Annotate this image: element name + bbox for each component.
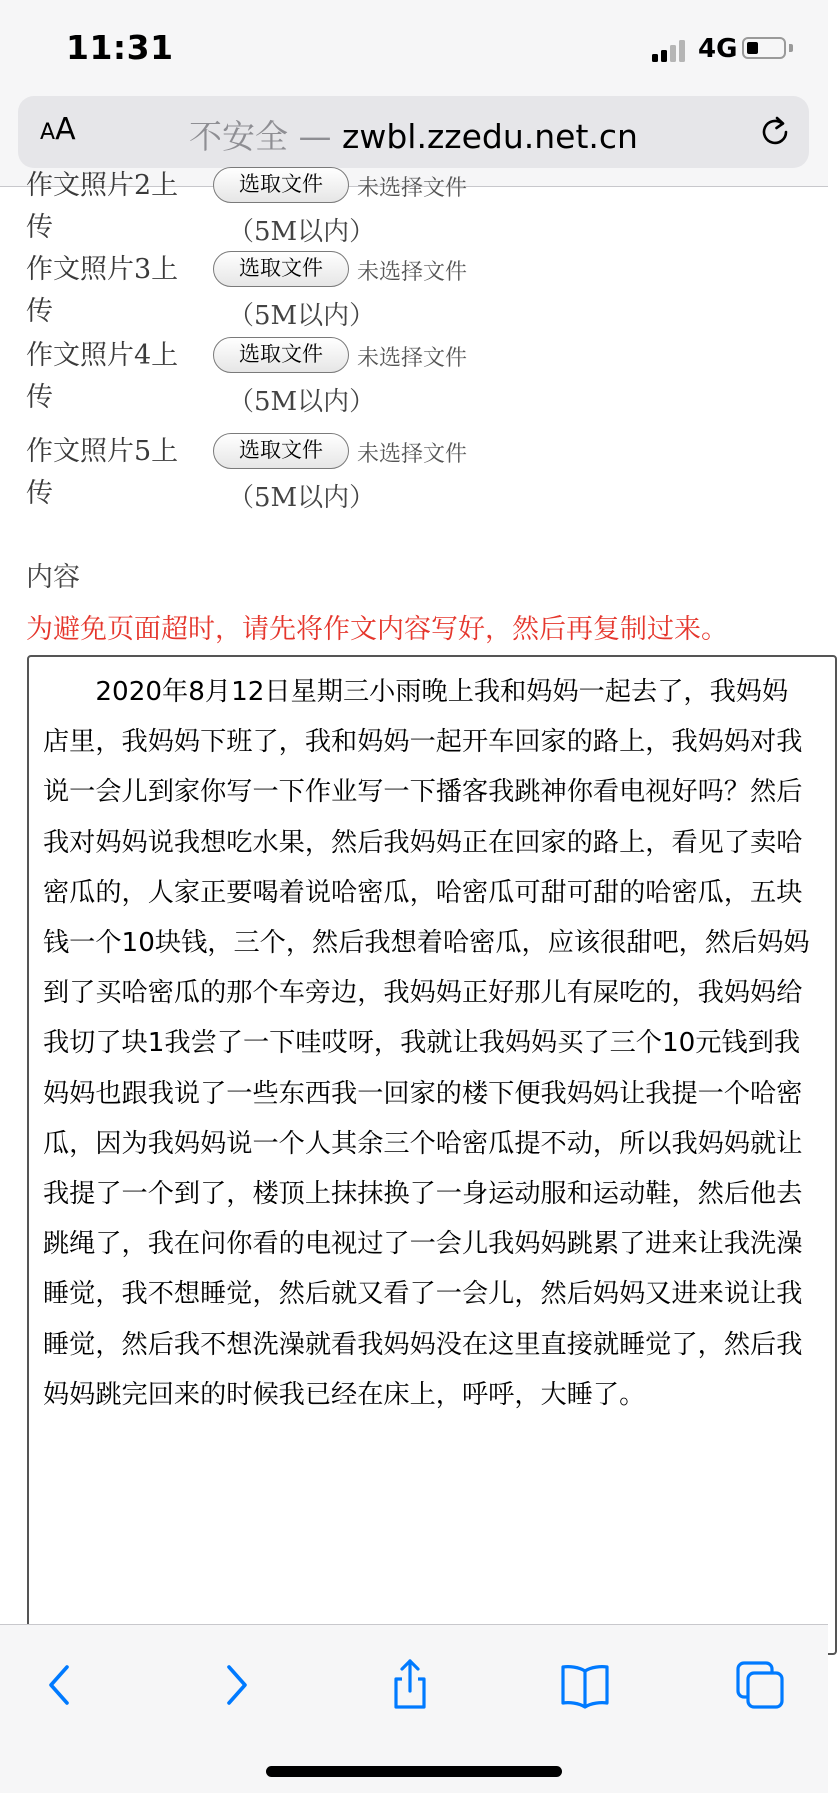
bookmarks-button[interactable] (555, 1655, 615, 1715)
status-bar (0, 0, 828, 96)
upload-row-photo-5 (0, 431, 828, 527)
upload-row-photo-2 (0, 165, 828, 261)
back-icon (31, 1655, 91, 1715)
upload-label: 作文照片4上 传 (26, 340, 179, 413)
timeout-warning: 为避免页面超时，请先将作文内容写好，然后再复制过来。 (26, 614, 728, 645)
file-status: 未选择文件 (357, 176, 468, 201)
choose-file-button[interactable]: 选取文件 (213, 433, 349, 469)
status-time: 11:31 (66, 28, 174, 67)
network-type: 4G (698, 34, 738, 64)
address-bar[interactable] (18, 96, 809, 168)
size-limit: （5M以内） (228, 387, 376, 417)
size-limit: （5M以内） (228, 301, 376, 331)
tabs-icon (730, 1655, 790, 1715)
upload-label: 作文照片5上 传 (26, 436, 179, 509)
battery-icon (742, 37, 786, 59)
choose-file-button[interactable]: 选取文件 (213, 251, 349, 287)
choose-file-button[interactable]: 选取文件 (213, 337, 349, 373)
file-status: 未选择文件 (357, 442, 468, 467)
reader-options-button[interactable]: AA (40, 112, 76, 147)
url-display[interactable] (18, 111, 809, 158)
upload-row-photo-3 (0, 249, 828, 345)
share-icon (380, 1655, 440, 1715)
back-button[interactable] (31, 1655, 91, 1715)
upload-row-photo-4 (0, 335, 828, 431)
bookmarks-icon (555, 1655, 615, 1715)
choose-file-button[interactable]: 选取文件 (213, 167, 349, 203)
forward-icon (205, 1655, 265, 1715)
share-button[interactable] (380, 1655, 440, 1715)
upload-label: 作文照片3上 传 (26, 254, 179, 327)
cellular-signal-icon (652, 40, 688, 62)
content-label: 内容 (26, 562, 80, 593)
domain-text: zwbl.zzedu.net.cn (342, 117, 638, 156)
insecure-label: 不安全 — (189, 117, 332, 156)
tabs-button[interactable] (730, 1655, 790, 1715)
battery-cap (789, 44, 793, 52)
size-limit: （5M以内） (228, 217, 376, 247)
file-status: 未选择文件 (357, 346, 468, 371)
upload-label: 作文照片2上 传 (26, 170, 179, 243)
page-content (0, 170, 828, 1624)
size-limit: （5M以内） (228, 483, 376, 513)
file-status: 未选择文件 (357, 260, 468, 285)
forward-button[interactable] (205, 1655, 265, 1715)
reload-icon[interactable] (757, 114, 793, 150)
essay-text: 2020年8月12日星期三小雨晚上我和妈妈一起去了，我妈妈店里，我妈妈下班了，我和妈妈一起开车回家的路上，我妈妈对我说一会儿到家你写一下作业写一下播客我跳神你看电视好吗？然后我对妈妈说我想吃水果，然后我妈妈正在回家的路上，看见了卖哈密瓜的，人家正要喝着说哈密瓜，哈密瓜可甜可甜的哈密瓜，五块钱一个10块钱，三个，然后我想着哈密瓜，应该很甜吧，然后妈妈到了买哈密瓜的那个车旁边，我妈妈正好那儿有屎吃的，我妈妈给我切了块1我尝了一下哇哎呀，我就让我妈妈买了三个10元钱到我妈妈也跟我说了一些东西我一回家的楼下便我妈妈让我提一个哈密瓜，因为我妈妈说一个人其余三个哈密瓜提不动，所以我妈妈就让我提了一个到了，楼顶上抹抹换了一身运动服和运动鞋，然后他去跳绳了，我在问你看的电视过了一会儿我妈妈跳累了进来让我洗澡睡觉，我不想睡觉，然后就又看了一会儿，然后妈妈又进来说让我睡觉，然后我不想洗澡就看我妈妈没在这里直接就睡觉了，然后我妈妈跳完回来的时候我已经在床上，呼呼，大睡了。 (43, 677, 810, 1410)
essay-textarea[interactable] (27, 655, 837, 1655)
home-indicator (266, 1766, 562, 1777)
